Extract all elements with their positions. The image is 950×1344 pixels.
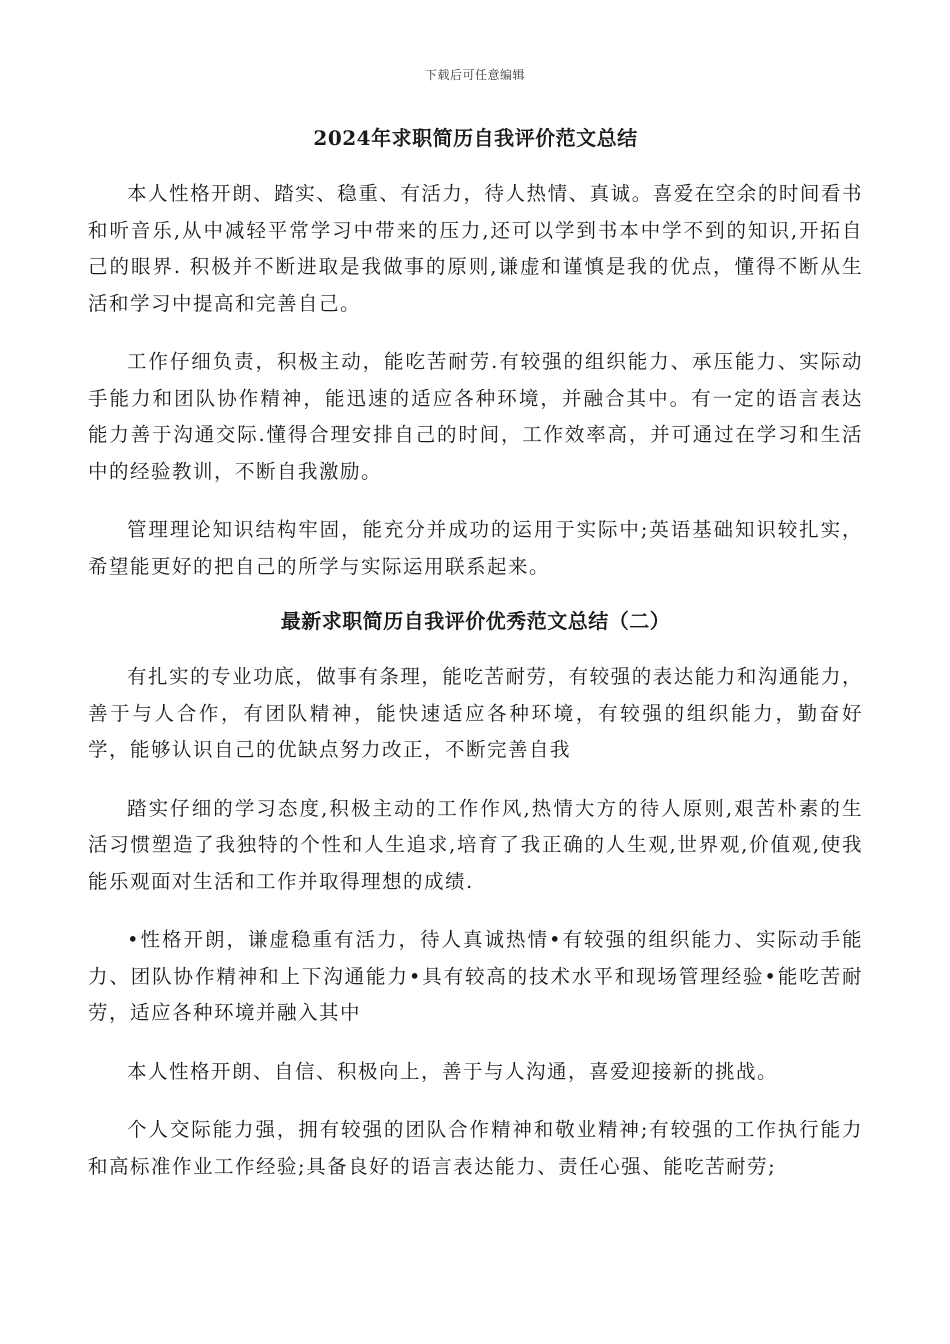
header-note: 下载后可任意编辑 <box>424 68 525 82</box>
section2-paragraph-3: •性格开朗，谦虚稳重有活力，待人真诚热情•有较强的组织能力、实际动手能力、团队协作精神和上下沟通能力•具有较高的技术水平和现场管理经验•能吃苦耐劳，适应各种环境并融入其中 <box>88 928 863 1024</box>
section2-paragraph-5: 个人交际能力强，拥有较强的团队合作精神和敬业精神;有较强的工作执行能力和高标准作业工作经验;具备良好的语言表达能力、责任心强、能吃苦耐劳; <box>88 1118 863 1178</box>
document-body <box>88 124 863 1185</box>
section1-title: 2024年求职简历自我评价范文总结 <box>313 126 638 150</box>
section2-paragraph-4: 本人性格开朗、自信、积极向上，善于与人沟通，喜爱迎接新的挑战。 <box>127 1059 779 1083</box>
section2-paragraph-1: 有扎实的专业功底，做事有条理，能吃苦耐劳，有较强的表达能力和沟通能力，善于与人合作，有团队精神，能快速适应各种环境，有较强的组织能力，勤奋好学，能够认识自己的优缺点努力改正，不断完善自我 <box>88 665 863 761</box>
section2-paragraph-2: 踏实仔细的学习态度,积极主动的工作作风,热情大方的待人原则,艰苦朴素的生活习惯塑造了我独特的个性和人生追求,培育了我正确的人生观,世界观,价值观,使我能乐观面对生活和工作并取得理想的成绩. <box>88 796 863 893</box>
section2-title: 最新求职简历自我评价优秀范文总结（二） <box>280 609 671 633</box>
section1-paragraph-1: 本人性格开朗、踏实、稳重、有活力，待人热情、真诚。喜爱在空余的时间看书和听音乐,从中减轻平常学习中带来的压力,还可以学到书本中学不到的知识,开拓自己的眼界. 积极并不断进取是我做事的原则,谦虚和谨慎是我的优点，懂得不断从生活和学习中提高和完善自己。 <box>88 182 863 315</box>
section1-paragraph-2: 工作仔细负责，积极主动，能吃苦耐劳.有较强的组织能力、承压能力、实际动手能力和团队协作精神，能迅速的适应各种环境，并融合其中。有一定的语言表达能力善于沟通交际.懂得合理安排自己的时间，工作效率高，并可通过在学习和生活中的经验教训，不断自我激励。 <box>88 350 863 483</box>
section1-paragraph-3: 管理理论知识结构牢固，能充分并成功的运用于实际中;英语基础知识较扎实，希望能更好的把自己的所学与实际运用联系起来。 <box>88 518 863 578</box>
